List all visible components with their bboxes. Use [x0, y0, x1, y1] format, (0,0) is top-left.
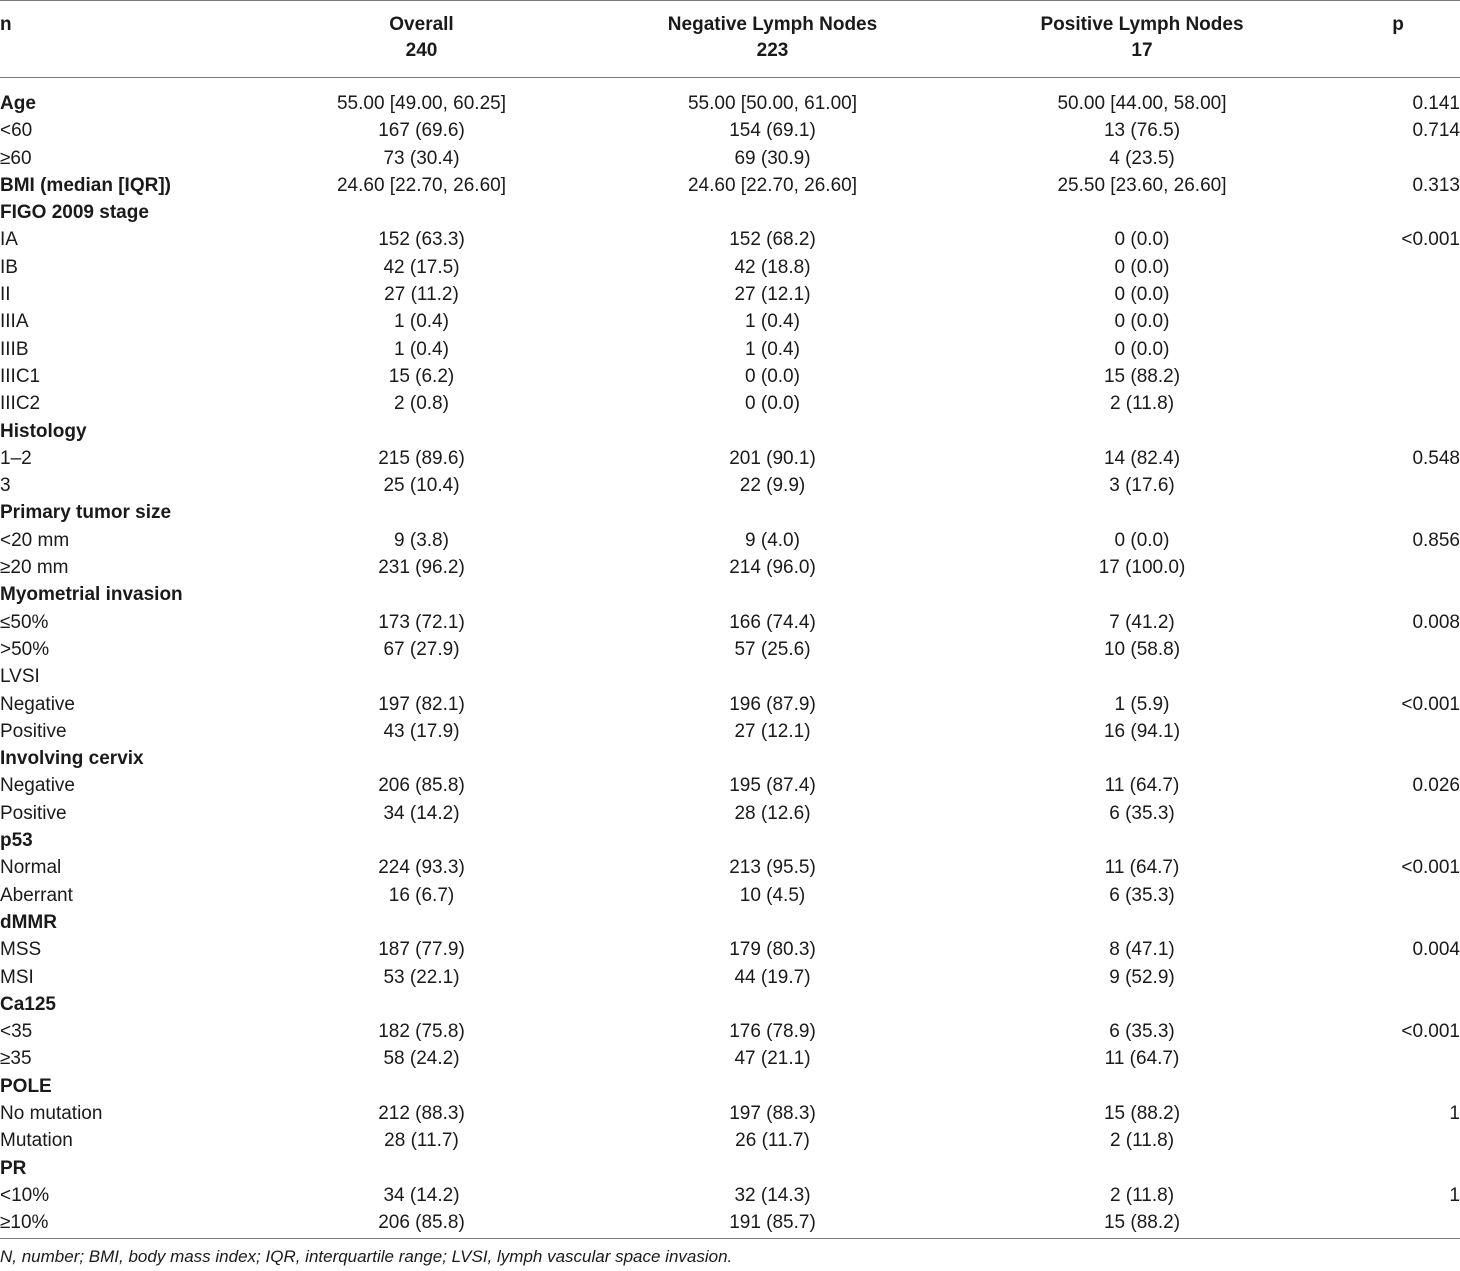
cell-overall: 1 (0.4)	[394, 338, 449, 360]
cell-p-value: 0.714	[1412, 120, 1460, 142]
row-label: Normal	[0, 857, 62, 879]
row-label: Histology	[0, 420, 87, 442]
row-label: Negative	[0, 693, 75, 715]
cell-negative-ln	[597, 199, 948, 226]
table-row	[0, 472, 1460, 499]
cell-negative-ln: 1 (0.4)	[745, 338, 800, 360]
cell-negative-ln: 197 (88.3)	[729, 1102, 816, 1124]
cell-positive-ln: 0 (0.0)	[1114, 311, 1170, 333]
header-n	[0, 0, 246, 78]
table-header	[0, 0, 1460, 78]
cell-negative-ln: 32 (14.3)	[734, 1184, 811, 1206]
header-p-value	[1336, 0, 1460, 78]
table-row	[0, 336, 1460, 363]
table-row	[0, 1018, 1460, 1045]
cell-negative-ln	[597, 663, 948, 690]
cell-positive-ln: 6 (35.3)	[1109, 802, 1175, 824]
cell-negative-ln: 214 (96.0)	[729, 557, 816, 579]
cell-p-value: <0.001	[1401, 693, 1460, 715]
cell-p-value	[1336, 909, 1460, 936]
cell-p-value: <0.001	[1401, 857, 1460, 879]
cell-p-value: 0.004	[1412, 939, 1460, 961]
row-label: LVSI	[0, 666, 40, 688]
row-label: IA	[0, 229, 18, 251]
cell-p-value	[1336, 308, 1460, 335]
header-negative-count: 223	[756, 40, 789, 61]
cell-positive-ln: 14 (82.4)	[1103, 447, 1181, 469]
cell-negative-ln	[597, 991, 948, 1018]
cell-overall: 43 (17.9)	[383, 720, 460, 742]
cell-negative-ln	[597, 1155, 948, 1182]
cell-p-value: 1	[1449, 1184, 1460, 1206]
cell-p-value	[1336, 882, 1460, 909]
row-label: IIIA	[0, 311, 29, 333]
table-row	[0, 909, 1460, 936]
row-label: p53	[0, 830, 33, 852]
row-label: Myometrial invasion	[0, 584, 183, 606]
cell-positive-ln: 16 (94.1)	[1103, 720, 1181, 742]
cell-positive-ln: 0 (0.0)	[1114, 284, 1170, 306]
cell-overall: 206 (85.8)	[378, 775, 465, 797]
cell-overall: 212 (88.3)	[378, 1102, 465, 1124]
cell-p-value	[1336, 1155, 1460, 1182]
cell-p-value	[1336, 636, 1460, 663]
cell-p-value	[1336, 472, 1460, 499]
cell-p-value	[1336, 1073, 1460, 1100]
cell-overall: 206 (85.8)	[378, 1212, 465, 1234]
cell-positive-ln: 10 (58.8)	[1103, 638, 1181, 660]
cell-positive-ln: 17 (100.0)	[1098, 557, 1186, 579]
cell-overall	[246, 991, 597, 1018]
cell-p-value	[1336, 964, 1460, 991]
cell-negative-ln: 44 (19.7)	[734, 966, 811, 988]
cell-positive-ln	[948, 745, 1336, 772]
cell-overall: 28 (11.7)	[384, 1130, 459, 1152]
cell-overall	[246, 827, 597, 854]
table-row	[0, 936, 1460, 963]
cell-p-value	[1336, 418, 1460, 445]
row-label: <35	[0, 1021, 33, 1043]
table-row	[0, 226, 1460, 253]
table-row	[0, 691, 1460, 718]
cell-negative-ln: 201 (90.1)	[729, 447, 816, 469]
cell-negative-ln	[597, 827, 948, 854]
row-label: MSI	[0, 966, 34, 988]
table-row	[0, 1182, 1460, 1209]
cell-positive-ln: 2 (11.8)	[1109, 1130, 1175, 1152]
cell-overall: 231 (96.2)	[378, 557, 465, 579]
cell-positive-ln: 11 (64.7)	[1104, 775, 1180, 797]
cell-positive-ln: 11 (64.7)	[1104, 857, 1180, 879]
cell-negative-ln: 10 (4.5)	[739, 884, 806, 906]
table-bottom-rule	[0, 1238, 1460, 1239]
cell-positive-ln: 9 (52.9)	[1109, 966, 1175, 988]
table-row	[0, 117, 1460, 144]
cell-overall: 224 (93.3)	[378, 857, 465, 879]
cell-p-value	[1336, 499, 1460, 526]
cell-positive-ln: 15 (88.2)	[1103, 365, 1181, 387]
cell-overall: 2 (0.8)	[394, 393, 449, 415]
table-row	[0, 281, 1460, 308]
cell-negative-ln: 195 (87.4)	[729, 775, 816, 797]
cell-positive-ln	[948, 418, 1336, 445]
cell-negative-ln: 152 (68.2)	[729, 229, 816, 251]
cell-overall	[246, 199, 597, 226]
header-overall	[246, 0, 597, 78]
cell-overall: 24.60 [22.70, 26.60]	[336, 174, 507, 196]
row-label: No mutation	[0, 1102, 103, 1124]
cell-p-value: <0.001	[1401, 229, 1460, 251]
cell-negative-ln: 213 (95.5)	[729, 857, 816, 879]
cell-negative-ln	[597, 909, 948, 936]
table-row	[0, 882, 1460, 909]
cell-positive-ln: 6 (35.3)	[1109, 1021, 1175, 1043]
row-label: ≥35	[0, 1048, 32, 1070]
cell-positive-ln: 4 (23.5)	[1109, 147, 1175, 169]
table-row	[0, 527, 1460, 554]
table-row	[0, 499, 1460, 526]
table-row	[0, 636, 1460, 663]
cell-p-value	[1336, 336, 1460, 363]
header-row	[0, 0, 1460, 78]
cell-overall	[246, 1073, 597, 1100]
cell-overall: 27 (11.2)	[384, 284, 459, 306]
row-label: Positive	[0, 802, 67, 824]
table-row	[0, 663, 1460, 690]
row-label: IIIB	[0, 338, 29, 360]
cell-positive-ln	[948, 909, 1336, 936]
cell-p-value: 0.856	[1412, 529, 1460, 551]
row-label: II	[0, 284, 11, 306]
cell-overall: 182 (75.8)	[378, 1021, 465, 1043]
cell-positive-ln	[948, 199, 1336, 226]
cell-positive-ln: 8 (47.1)	[1109, 939, 1175, 961]
cell-overall	[246, 581, 597, 608]
table-footnote: N, number; BMI, body mass index; IQR, interquartile range; LVSI, lymph vascular space invasion.	[0, 1247, 733, 1266]
header-negative-lymph-nodes	[597, 0, 948, 78]
cell-p-value	[1336, 145, 1460, 172]
table-row	[0, 772, 1460, 799]
table-row	[0, 418, 1460, 445]
row-label: Positive	[0, 720, 67, 742]
cell-negative-ln	[597, 499, 948, 526]
header-overall-count: 240	[405, 40, 438, 61]
table-row	[0, 1209, 1460, 1236]
row-label: ≥10%	[0, 1212, 49, 1234]
cell-negative-ln: 27 (12.1)	[734, 284, 811, 306]
cell-positive-ln: 2 (11.8)	[1109, 1184, 1175, 1206]
row-label: Age	[0, 93, 36, 114]
table-row	[0, 1155, 1460, 1182]
row-label: FIGO 2009 stage	[0, 202, 149, 224]
header-positive-count: 17	[1131, 40, 1153, 61]
cell-negative-ln: 55.00 [50.00, 61.00]	[687, 93, 858, 114]
row-label: Involving cervix	[0, 748, 144, 770]
cell-negative-ln: 28 (12.6)	[734, 802, 811, 824]
table-row	[0, 718, 1460, 745]
cell-negative-ln: 69 (30.9)	[734, 147, 811, 169]
cell-overall: 173 (72.1)	[378, 611, 465, 633]
cell-positive-ln: 25.50 [23.60, 26.60]	[1057, 174, 1227, 196]
cell-negative-ln: 9 (4.0)	[745, 529, 800, 551]
cell-positive-ln: 0 (0.0)	[1114, 229, 1170, 251]
cell-overall: 9 (3.8)	[394, 529, 449, 551]
table-row	[0, 390, 1460, 417]
row-label: PR	[0, 1157, 27, 1179]
cell-negative-ln: 0 (0.0)	[745, 365, 800, 387]
cell-overall	[246, 499, 597, 526]
cell-negative-ln: 166 (74.4)	[729, 611, 816, 633]
cell-p-value: 1	[1449, 1102, 1460, 1124]
cell-negative-ln: 176 (78.9)	[729, 1021, 816, 1043]
cell-overall: 34 (14.2)	[383, 802, 460, 824]
row-label: IIIC2	[0, 393, 41, 415]
cell-positive-ln	[948, 1155, 1336, 1182]
table-row	[0, 800, 1460, 827]
table-row	[0, 1045, 1460, 1072]
cell-positive-ln: 50.00 [44.00, 58.00]	[1057, 93, 1227, 114]
row-label: <10%	[0, 1184, 50, 1206]
cell-negative-ln: 57 (25.6)	[734, 638, 811, 660]
table-row	[0, 308, 1460, 335]
cell-p-value	[1336, 554, 1460, 581]
cell-p-value	[1336, 1127, 1460, 1154]
cell-overall: 34 (14.2)	[383, 1184, 460, 1206]
table-row	[0, 991, 1460, 1018]
cell-p-value	[1336, 390, 1460, 417]
cell-negative-ln: 22 (9.9)	[739, 475, 806, 497]
header-negative-label: Negative Lymph Nodes	[667, 14, 878, 35]
cell-negative-ln: 191 (85.7)	[729, 1212, 816, 1234]
table-row	[0, 964, 1460, 991]
row-label: ≥20 mm	[0, 557, 69, 579]
cell-overall	[246, 909, 597, 936]
table-row	[0, 827, 1460, 854]
cell-positive-ln: 0 (0.0)	[1114, 338, 1170, 360]
cell-negative-ln: 0 (0.0)	[745, 393, 800, 415]
cell-negative-ln	[597, 581, 948, 608]
row-label: Aberrant	[0, 884, 73, 906]
cell-negative-ln	[597, 745, 948, 772]
table-row	[0, 1127, 1460, 1154]
cell-overall: 58 (24.2)	[383, 1048, 460, 1070]
table-row	[0, 78, 1460, 117]
table-row	[0, 554, 1460, 581]
cell-p-value	[1336, 663, 1460, 690]
cell-p-value: 0.313	[1412, 174, 1460, 196]
cell-p-value: 0.548	[1412, 447, 1460, 469]
cell-overall: 53 (22.1)	[383, 966, 460, 988]
row-label: dMMR	[0, 911, 57, 933]
cell-positive-ln	[948, 499, 1336, 526]
cell-negative-ln: 154 (69.1)	[729, 120, 816, 142]
row-label: BMI (median [IQR])	[0, 174, 171, 196]
cell-negative-ln: 47 (21.1)	[734, 1048, 811, 1070]
cell-overall: 25 (10.4)	[383, 475, 460, 497]
row-label: Negative	[0, 775, 75, 797]
cell-overall	[246, 1155, 597, 1182]
table-row	[0, 172, 1460, 199]
cell-p-value	[1336, 745, 1460, 772]
row-label: ≤50%	[0, 611, 49, 633]
cell-p-value: <0.001	[1401, 1021, 1460, 1043]
cell-p-value	[1336, 718, 1460, 745]
cell-overall: 55.00 [49.00, 60.25]	[336, 93, 507, 114]
cell-overall	[246, 663, 597, 690]
cell-p-value	[1336, 363, 1460, 390]
cell-negative-ln: 27 (12.1)	[734, 720, 811, 742]
table-row	[0, 445, 1460, 472]
cell-negative-ln: 196 (87.9)	[729, 693, 816, 715]
table-row	[0, 609, 1460, 636]
cell-positive-ln: 1 (5.9)	[1114, 693, 1170, 715]
table-row	[0, 854, 1460, 881]
cell-negative-ln	[597, 418, 948, 445]
cell-positive-ln: 13 (76.5)	[1103, 120, 1181, 142]
header-positive-lymph-nodes	[948, 0, 1336, 78]
header-overall-label: Overall	[389, 14, 454, 35]
cell-overall: 73 (30.4)	[383, 147, 460, 169]
cell-p-value: 0.141	[1412, 93, 1460, 114]
cell-p-value: 0.026	[1412, 775, 1460, 797]
cell-positive-ln	[948, 827, 1336, 854]
row-label: Ca125	[0, 993, 56, 1015]
cell-negative-ln: 24.60 [22.70, 26.60]	[687, 174, 858, 196]
cell-p-value	[1336, 1209, 1460, 1236]
cell-positive-ln	[948, 1073, 1336, 1100]
cell-negative-ln: 26 (11.7)	[735, 1130, 810, 1152]
row-label: 1–2	[0, 447, 32, 469]
cell-positive-ln: 7 (41.2)	[1109, 611, 1175, 633]
cell-negative-ln: 179 (80.3)	[729, 939, 816, 961]
cell-negative-ln: 1 (0.4)	[745, 311, 800, 333]
row-label: <60	[0, 120, 33, 142]
table-row	[0, 145, 1460, 172]
cell-positive-ln	[948, 581, 1336, 608]
cell-p-value	[1336, 991, 1460, 1018]
row-label: MSS	[0, 939, 42, 961]
cell-overall: 1 (0.4)	[394, 311, 449, 333]
cell-overall	[246, 418, 597, 445]
cell-p-value: 0.008	[1412, 611, 1460, 633]
cell-positive-ln: 15 (88.2)	[1103, 1102, 1181, 1124]
table-row	[0, 1100, 1460, 1127]
row-label: POLE	[0, 1075, 52, 1097]
cell-negative-ln	[597, 1073, 948, 1100]
row-label: Primary tumor size	[0, 502, 172, 524]
table-row	[0, 254, 1460, 281]
cell-overall: 167 (69.6)	[378, 120, 465, 142]
cell-overall: 15 (6.2)	[388, 365, 455, 387]
cell-p-value	[1336, 827, 1460, 854]
cell-positive-ln	[948, 663, 1336, 690]
header-positive-label: Positive Lymph Nodes	[1040, 14, 1244, 35]
table-row	[0, 363, 1460, 390]
row-label: >50%	[0, 638, 50, 660]
cell-positive-ln: 2 (11.8)	[1109, 393, 1175, 415]
cell-positive-ln	[948, 991, 1336, 1018]
table-row	[0, 1073, 1460, 1100]
table-row	[0, 745, 1460, 772]
row-label: <20 mm	[0, 529, 70, 551]
cell-p-value	[1336, 800, 1460, 827]
table-row	[0, 199, 1460, 226]
cell-negative-ln: 42 (18.8)	[734, 256, 811, 278]
cell-positive-ln: 6 (35.3)	[1109, 884, 1175, 906]
row-label: IIIC1	[0, 365, 41, 387]
cell-overall: 215 (89.6)	[378, 447, 465, 469]
cell-overall: 187 (77.9)	[378, 939, 465, 961]
row-label: Mutation	[0, 1130, 73, 1152]
cell-overall: 197 (82.1)	[378, 693, 465, 715]
cell-overall: 152 (63.3)	[378, 229, 465, 251]
cell-positive-ln: 0 (0.0)	[1114, 529, 1170, 551]
cell-p-value	[1336, 581, 1460, 608]
header-n-label: n	[0, 14, 12, 35]
row-label: 3	[0, 475, 11, 497]
cell-overall: 67 (27.9)	[383, 638, 460, 660]
cell-positive-ln: 15 (88.2)	[1103, 1212, 1181, 1234]
row-label: ≥60	[0, 147, 32, 169]
cell-p-value	[1336, 199, 1460, 226]
cell-overall: 16 (6.7)	[388, 884, 455, 906]
table-row	[0, 581, 1460, 608]
header-p-label: p	[1392, 14, 1404, 35]
cell-overall	[246, 745, 597, 772]
cell-overall: 42 (17.5)	[383, 256, 460, 278]
cell-positive-ln: 0 (0.0)	[1114, 256, 1170, 278]
row-label: IB	[0, 256, 18, 278]
cell-p-value	[1336, 1045, 1460, 1072]
cell-p-value	[1336, 254, 1460, 281]
cell-p-value	[1336, 281, 1460, 308]
cell-positive-ln: 11 (64.7)	[1104, 1048, 1180, 1070]
table-body	[0, 78, 1460, 1236]
cell-positive-ln: 3 (17.6)	[1109, 475, 1175, 497]
